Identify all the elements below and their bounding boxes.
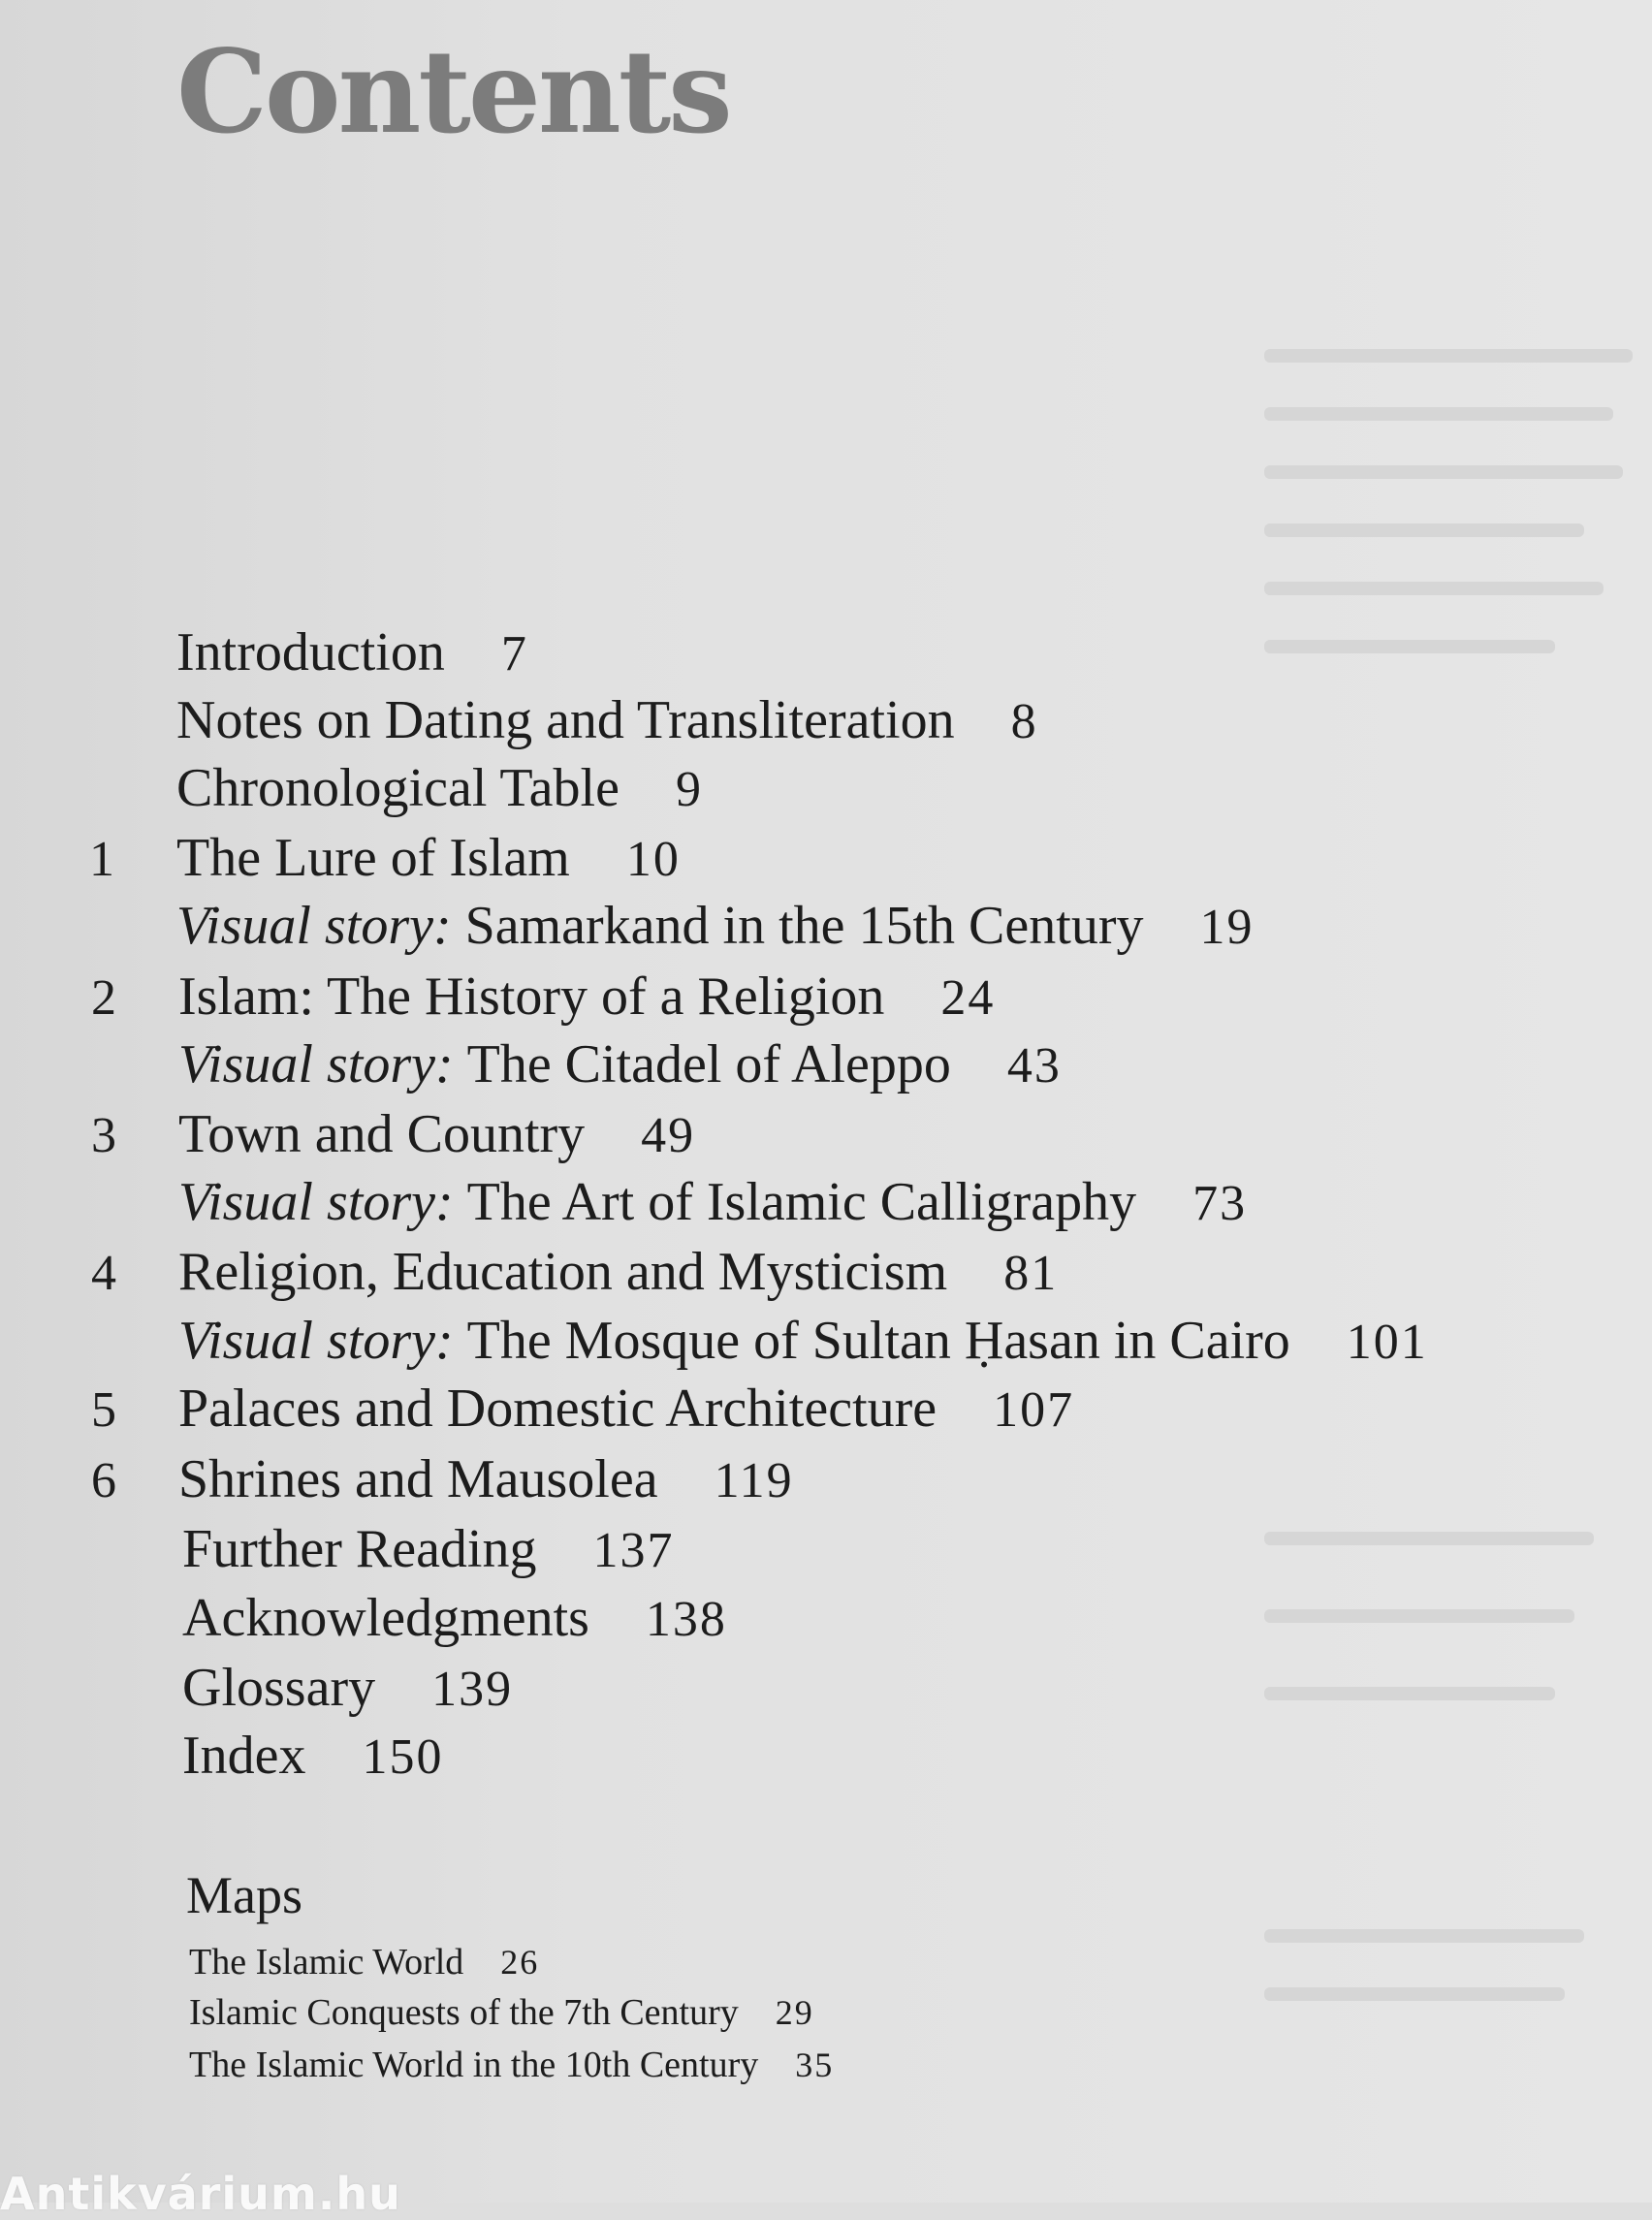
toc-entry (79, 1447, 794, 1511)
entry-title (176, 756, 620, 820)
map-entry (189, 1989, 814, 2036)
map-title: Islamic Conquests of the 7th Century (189, 1992, 739, 2033)
bleed-line (1264, 407, 1613, 421)
toc-entry (78, 688, 1038, 752)
toc-entry (83, 1724, 444, 1788)
map-page-number: 26 (500, 1943, 540, 1982)
bleed-line (1264, 349, 1633, 363)
chapter-number: 4 (91, 1246, 116, 1301)
page-number: 43 (1006, 1038, 1062, 1094)
page-number: 19 (1199, 900, 1255, 955)
entry-title-text: Samarkand in the 15th Century (464, 896, 1144, 956)
page-number: 8 (1010, 694, 1038, 749)
map-page-number: 29 (775, 1993, 814, 2032)
toc-entry (79, 1377, 1074, 1441)
chapter-number: 3 (91, 1108, 116, 1163)
bleed-line (1264, 1987, 1565, 2001)
page-number: 10 (625, 832, 681, 887)
entry-title (178, 1240, 947, 1304)
bleed-line (1264, 523, 1584, 537)
entry-title (178, 1032, 951, 1096)
entry-title (182, 1724, 306, 1788)
page-title: Contents (176, 24, 730, 159)
entry-title-text: Glossary (182, 1658, 376, 1718)
page-number: 81 (1003, 1246, 1059, 1301)
bleed-line (1264, 640, 1555, 653)
chapter-number: 5 (91, 1382, 116, 1438)
maps-heading: Maps (186, 1866, 302, 1924)
entry-title (182, 1586, 589, 1650)
chapter-number: 6 (91, 1453, 116, 1508)
map-entry (189, 2042, 834, 2088)
entry-title (176, 894, 1143, 958)
entry-title-text: The Mosque of Sultan Ḥasan in Cairo (466, 1311, 1290, 1371)
entry-title-text: Acknowledgments (182, 1588, 589, 1648)
map-title: The Islamic World (189, 1942, 464, 1982)
entry-title-text: The Lure of Islam (176, 828, 570, 888)
toc-entry (79, 1240, 1058, 1304)
visual-story-label: Visual story: (178, 1172, 467, 1232)
entry-title (178, 1377, 937, 1441)
entry-title (182, 1656, 375, 1720)
page-number: 139 (431, 1662, 514, 1717)
chapter-number: 2 (91, 970, 116, 1026)
chapter-number: 1 (89, 832, 114, 887)
entry-title (176, 688, 955, 752)
visual-story-label: Visual story: (178, 1311, 467, 1371)
entry-title-text: Introduction (176, 622, 445, 682)
toc-entry (79, 1309, 1428, 1373)
page-number: 7 (500, 626, 528, 682)
entry-title (178, 1102, 585, 1166)
entry-title-text: Town and Country (178, 1104, 586, 1164)
page-number: 73 (1192, 1176, 1248, 1231)
toc-entry (78, 826, 681, 890)
entry-title (176, 620, 445, 684)
page-number: 119 (714, 1453, 794, 1508)
facing-page-bleed-through (973, 0, 1652, 2203)
page-number: 24 (940, 970, 996, 1026)
watermark-logo: Antikvárium.hu (0, 2168, 401, 2220)
page-number: 101 (1346, 1315, 1428, 1370)
bleed-line (1264, 582, 1604, 595)
entry-title-text: Shrines and Mausolea (178, 1449, 658, 1509)
entry-title-text: Notes on Dating and Transliteration (176, 690, 955, 750)
entry-title (176, 826, 570, 890)
entry-title-text: Islam: The History of a Religion (178, 967, 885, 1027)
page-number: 107 (993, 1382, 1075, 1438)
toc-entry (83, 1586, 727, 1650)
entry-title (178, 1447, 658, 1511)
toc-entry (79, 1032, 1062, 1096)
map-title: The Islamic World in the 10th Century (189, 2045, 759, 2085)
entry-title (178, 965, 884, 1029)
entry-title-text: Chronological Table (176, 758, 620, 818)
bleed-line (1264, 1687, 1555, 1700)
toc-entry (79, 1102, 695, 1166)
entry-title-text: Palaces and Domestic Architecture (178, 1379, 937, 1439)
entry-title (178, 1309, 1290, 1373)
bleed-line (1264, 1609, 1574, 1623)
toc-entry (83, 1656, 513, 1720)
page-number: 150 (362, 1729, 444, 1785)
entry-title-text: The Citadel of Aleppo (466, 1034, 951, 1094)
map-page-number: 35 (795, 2046, 835, 2084)
entry-title-text: The Art of Islamic Calligraphy (466, 1172, 1137, 1232)
bleed-line (1264, 1929, 1584, 1943)
entry-title (182, 1517, 536, 1581)
visual-story-label: Visual story: (176, 896, 465, 956)
toc-entry (83, 1517, 674, 1581)
page-number: 9 (675, 762, 703, 817)
entry-title-text: Further Reading (182, 1519, 537, 1579)
toc-entry (78, 620, 528, 684)
toc-entry (78, 756, 703, 820)
visual-story-label: Visual story: (178, 1034, 467, 1094)
toc-entry (79, 965, 995, 1029)
toc-entry (78, 894, 1254, 958)
page-number: 138 (645, 1592, 727, 1647)
page-number: 137 (592, 1523, 675, 1578)
entry-title (178, 1170, 1136, 1234)
bleed-line (1264, 465, 1623, 479)
page-number: 49 (641, 1108, 696, 1163)
bleed-line (1264, 1532, 1594, 1545)
entry-title-text: Religion, Education and Mysticism (178, 1242, 948, 1302)
map-entry (189, 1939, 539, 1985)
entry-title-text: Index (182, 1726, 306, 1786)
toc-entry (79, 1170, 1247, 1234)
